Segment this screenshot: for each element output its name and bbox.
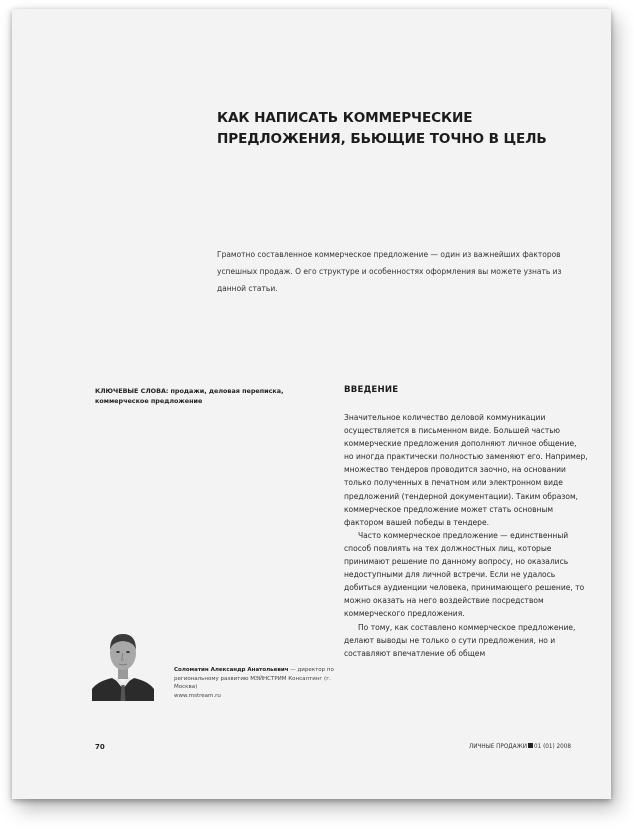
section-heading: ВВЕДЕНИЕ [344,385,399,395]
author-position: — директор по региональному развитию МЭЙНСТРИМ Консалтинг (г. Москва) [174,667,334,691]
author-name: Соломатин Александр Анатольевич [174,667,289,673]
article-title-line-1: КАК НАПИСАТЬ КОММЕРЧЕСКИЕ [217,110,473,126]
article-title [217,108,577,150]
page-number: 70 [95,743,105,751]
keywords-label: КЛЮЧЕВЫЕ СЛОВА: [95,387,169,395]
body-paragraph: Часто коммерческое предложение — единственный способ повлиять на тех должностных лиц, которые принимают решение по данному вопросу, но оказались недоступными для личной встречи. Если не удалось добиться аудиенции человека, принимающего решение, то можно оказать на него воздействие посредством коммерческого предложения. [344,530,585,619]
magazine-page [12,9,611,799]
article-title-line-2: ПРЕДЛОЖЕНИЯ, БЬЮЩИЕ ТОЧНО В ЦЕЛЬ [217,131,547,147]
journal-name: ЛИЧНЫЕ ПРОДАЖИ [469,744,528,750]
journal-issue: 01 (01) 2008 [534,744,572,750]
author-website[interactable]: www.mstream.ru [174,692,221,699]
square-bullet-icon [528,743,533,748]
journal-footer [469,743,571,750]
article-body [344,411,588,660]
keywords-text: продажи, деловая переписка, коммерческое предложение [95,387,284,405]
keywords-block [95,386,335,406]
body-paragraph: Значительное количество деловой коммуникации осуществляется в письменном виде. Большей частью коммерческие предложения дополняют личное общение, но иногда практически полностью заменяют его. Например, множество тендеров проводится заочно, на основании только полученных в печатном или электронном виде предложений (тендерной документации). Таким образом, коммерческое предложение может стать основным фактором вашей победы в тендере. [344,413,588,527]
article-lead: Грамотно составленное коммерческое предложение — один из важнейших факторов успешных продаж. О его структуре и особенностях оформления вы можете узнать из данной статьи. [217,250,562,293]
author-photo [92,623,154,701]
author-info [174,666,334,700]
body-paragraph: По тому, как составлено коммерческое предложение, делают выводы не только о сути предложения, но и составляют впечатление об общем [344,622,576,658]
